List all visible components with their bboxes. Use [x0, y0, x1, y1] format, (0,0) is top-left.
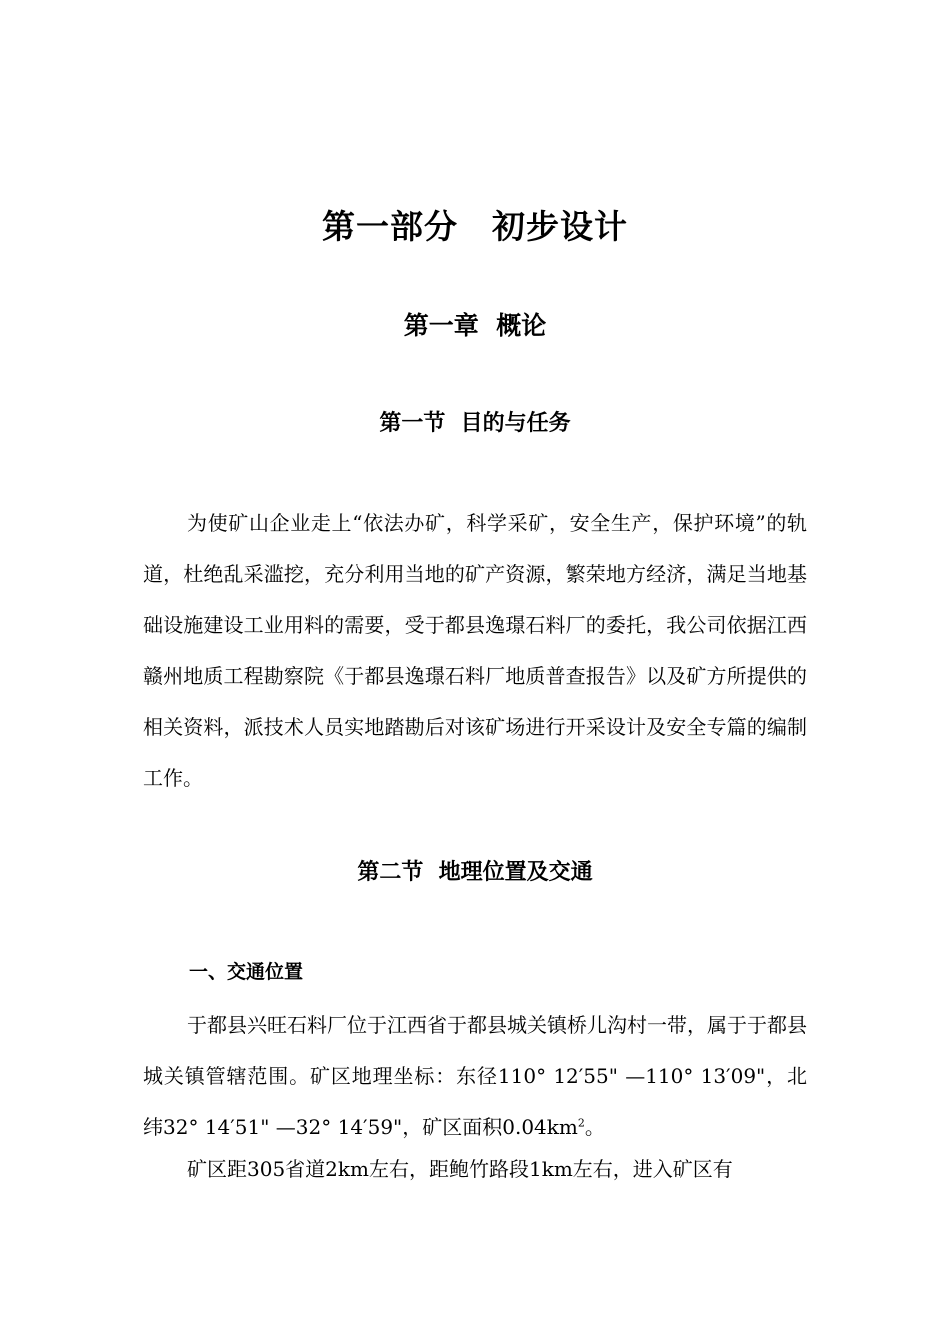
paragraph-location [143, 1000, 807, 1153]
subsection-heading-traffic: 一、交通位置 [189, 961, 304, 983]
part-title: 第一部分 初步设计 [322, 207, 628, 246]
paragraph-purpose: 为使矿山企业走上“依法办矿，科学采矿，安全生产，保护环境”的轨道，杜绝乱采滥挖，充分利用当地的矿产资源，繁荣地方经济，满足当地基础设施建设工业用料的需要，受于都县逸璟石料厂的委托，我公司依据江西赣州地质工程勘察院《于都县逸璟石料厂地质普查报告》以及矿方所提供的相关资料，派技术人员实地踏勘后对该矿场进行开采设计及安全专篇的编制工作。 [143, 511, 807, 790]
paragraph-location-end: 。 [584, 1115, 605, 1139]
paragraph-access: 矿区距305省道2km左右，距鲍竹路段1km左右，进入矿区有 [187, 1157, 733, 1181]
area-unit-superscript: 2 [577, 1116, 585, 1130]
paragraph-location-text: 于都县兴旺石料厂位于江西省于都县城关镇桥儿沟村一带，属于于都县城关镇管辖范围。矿区地理坐标：东径110° 12′55" —110° 13′09"，北纬32° 14′51" —32° 14′59"，矿区面积0.04km [143, 1013, 807, 1139]
section-title-location: 第二节 地理位置及交通 [357, 860, 593, 885]
section-title-purpose: 第一节 目的与任务 [379, 411, 571, 436]
chapter-title: 第一章 概论 [403, 311, 547, 340]
